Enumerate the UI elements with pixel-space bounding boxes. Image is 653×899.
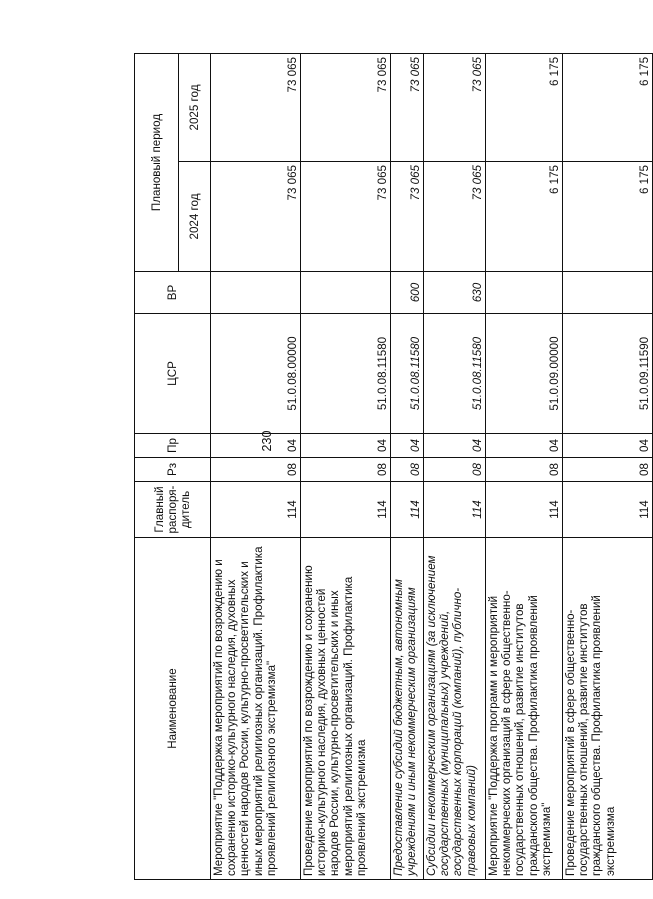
header-name: Наименование: [135, 538, 211, 880]
row-pr: 04: [391, 434, 424, 458]
header-pr: Пр: [135, 434, 211, 458]
row-pr: 04: [211, 434, 301, 458]
row-csr: 51.0.08.11580: [301, 314, 391, 434]
budget-table-rotated: [134, 54, 652, 880]
header-year-2024: 2024 год: [179, 162, 211, 272]
row-pr: 04: [563, 434, 653, 458]
row-vr: 630: [424, 272, 486, 314]
row-pr: 04: [424, 434, 486, 458]
row-rz: 08: [424, 458, 486, 482]
header-vr: ВР: [135, 272, 211, 314]
row-2025: 6 175: [563, 53, 653, 161]
row-rz: 08: [211, 458, 301, 482]
row-name: Проведение мероприятий в сфере общественно-государственных отношений, развитие институтов гражданского общества. Профилактика проявлений экстремизма: [563, 538, 653, 880]
row-grbs: 114: [563, 482, 653, 538]
row-2025: 73 065: [424, 53, 486, 161]
table-row: [486, 53, 563, 879]
row-pr: 04: [486, 434, 563, 458]
row-2024: 73 065: [391, 162, 424, 272]
header-year-2025: 2025 год: [179, 53, 211, 161]
table-row: [424, 53, 486, 879]
row-2024: 73 065: [301, 162, 391, 272]
row-grbs: 114: [424, 482, 486, 538]
table-row: [301, 53, 391, 879]
row-2025: 73 065: [211, 53, 301, 161]
row-grbs: 114: [211, 482, 301, 538]
row-csr: 51.0.08.11580: [391, 314, 424, 434]
row-2025: 73 065: [301, 53, 391, 161]
header-grbs: Главный распоря-дитель: [135, 482, 211, 538]
row-rz: 08: [301, 458, 391, 482]
row-vr: [563, 272, 653, 314]
row-vr: [211, 272, 301, 314]
table-row: [211, 53, 301, 879]
row-grbs: 114: [391, 482, 424, 538]
row-name: Предоставление субсидий бюджетным, автономным учреждениям и иным некоммерческим организациям: [391, 538, 424, 880]
header-rz: Рз: [135, 458, 211, 482]
row-name: Мероприятие "Поддержка мероприятий по возрождению и сохранению историко-культурного наследия, духовных ценностей народов России, культурно-просветительских и иных мероприятий религиозных организаций. Профилактика проявлений религиозного экстремизма": [211, 538, 301, 880]
row-grbs: 114: [486, 482, 563, 538]
table-row: [391, 53, 424, 879]
header-plan-period: Плановый период: [135, 53, 179, 271]
row-name: Субсидии некоммерческим организациям (за исключением государственных (муниципальных) учреждений, государственных корпораций (компаний), публично-правовых компаний): [424, 538, 486, 880]
header-csr: ЦСР: [135, 314, 211, 434]
row-csr: 51.0.08.00000: [211, 314, 301, 434]
page-number: 230: [260, 430, 274, 452]
row-csr: 51.0.08.11580: [424, 314, 486, 434]
row-vr: 600: [391, 272, 424, 314]
row-pr: 04: [301, 434, 391, 458]
budget-table: [134, 53, 653, 880]
row-2024: 73 065: [424, 162, 486, 272]
table-row: [563, 53, 653, 879]
row-2024: 6 175: [486, 162, 563, 272]
row-2025: 6 175: [486, 53, 563, 161]
row-vr: [301, 272, 391, 314]
row-name: Проведение мероприятий по возрождению и сохранению историко-культурного наследия, духовных ценностей народов России, культурно-просветительских и иных мероприятий религиозных организаций. Профилактика проявлений экстремизма: [301, 538, 391, 880]
row-rz: 08: [563, 458, 653, 482]
row-2025: 73 065: [391, 53, 424, 161]
row-2024: 73 065: [211, 162, 301, 272]
row-csr: 51.0.09.00000: [486, 314, 563, 434]
row-vr: [486, 272, 563, 314]
row-grbs: 114: [301, 482, 391, 538]
row-2024: 6 175: [563, 162, 653, 272]
row-rz: 08: [391, 458, 424, 482]
row-rz: 08: [486, 458, 563, 482]
row-csr: 51.0.09.11590: [563, 314, 653, 434]
row-name: Мероприятие "Поддержка программ и мероприятий некоммерческих организаций в сфере общественно-государственных отношений, развитие институтов гражданского общества. Профилактика проявлений экстремизма": [486, 538, 563, 880]
